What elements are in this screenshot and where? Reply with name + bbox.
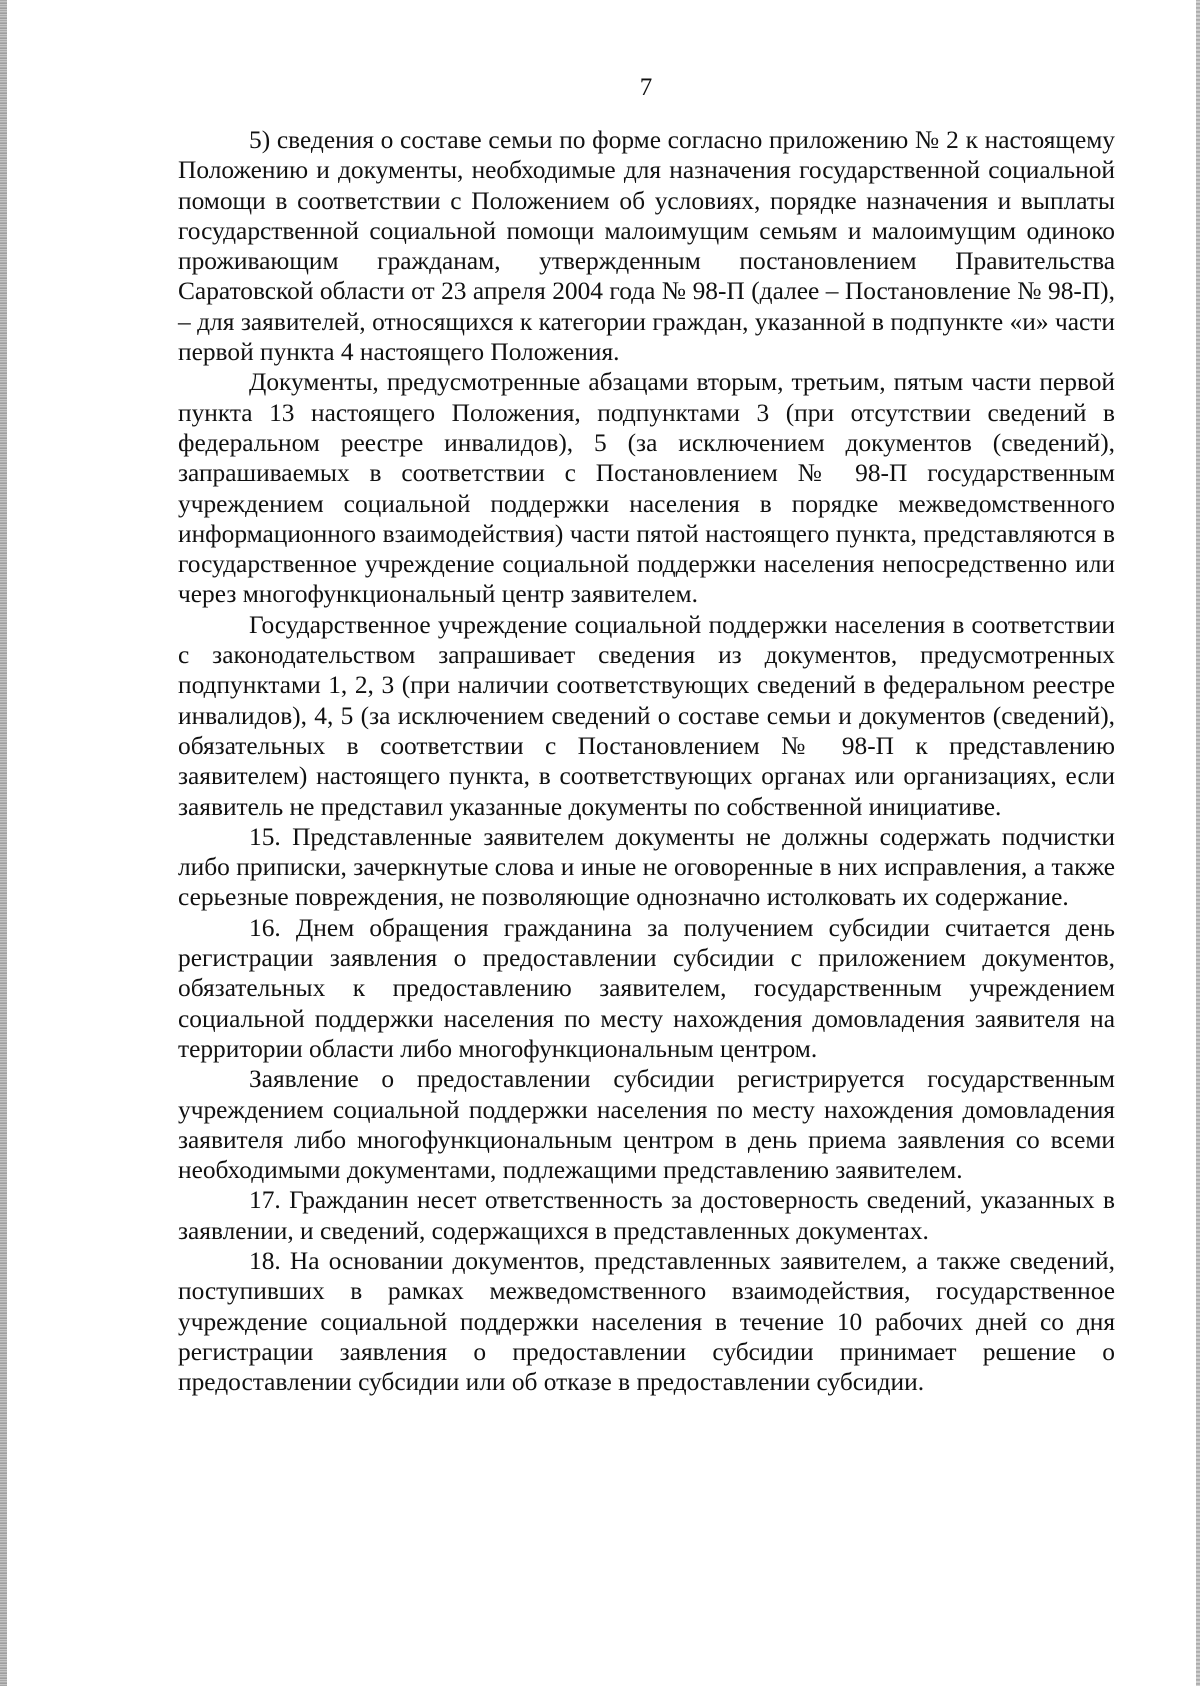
page-number: 7 xyxy=(639,74,653,101)
paragraph-item-18: 18. На основании документов, представленных заявителем, а также сведений, поступивших в рамках межведомственного взаимодействия, государственное учреждение социальной поддержки населения в течение 10 рабочих дней со дня регистрации заявления о предоставлении субсидии принимает решение о предоставлении субсидии или об отказе в предоставлении субсидии. xyxy=(178,1246,1115,1397)
paragraph-family-composition: 5) сведения о составе семьи по форме согласно приложению № 2 к настоящему Положению и документы, необходимые для назначения государственной социальной помощи в соответствии с Положением об условиях, порядке назначения и выплаты государственной социальной помощи малоимущим семьям и малоимущим одиноко проживающим гражданам, утвержденным постановлением Правительства Саратовской области от 23 апреля 2004 года № 98-П (далее – Постановление № 98-П), – для заявителей, относящихся к категории граждан, указанной в подпункте «и» части первой пункта 4 настоящего Положения. xyxy=(178,126,1115,367)
paragraph-registration: Заявление о предоставлении субсидии регистрируется государственным учреждением социальной поддержки населения по месту нахождения домовладения заявителя либо многофункциональным центром в день приема заявления со всеми необходимыми документами, подлежащими представлению заявителем. xyxy=(178,1065,1115,1185)
scan-edge-right xyxy=(1196,0,1200,1686)
scan-edge-left xyxy=(0,0,7,1686)
paragraph-documents-submission: Документы, предусмотренные абзацами вторым, третьим, пятым части первой пункта 13 настоящего Положения, подпунктами 3 (при отсутствии сведений в федеральном реестре инвалидов), 5 (за исключением документов (сведений), запрашиваемых в соответствии с Постановлением № 98-П государственным учреждением социальной поддержки населения в порядке межведомственного информационного взаимодействия) части пятой настоящего пункта, представляются в государственное учреждение социальной поддержки населения непосредственно или через многофункциональный центр заявителем. xyxy=(178,368,1115,609)
paragraph-item-17: 17. Гражданин несет ответственность за достоверность сведений, указанных в заявлении, и сведений, содержащихся в представленных документах. xyxy=(178,1186,1115,1245)
document-body xyxy=(178,125,1115,1397)
paragraph-item-15: 15. Представленные заявителем документы не должны содержать подчистки либо приписки, зачеркнутые слова и иные не оговоренные в них исправления, а также серьезные повреждения, не позволяющие однозначно истолковать их содержание. xyxy=(178,822,1115,912)
paragraph-item-16: 16. Днем обращения гражданина за получением субсидии считается день регистрации заявления о предоставлении субсидии с приложением документов, обязательных к предоставлению заявителем, государственным учреждением социальной поддержки населения по месту нахождения домовладения заявителя на территории области либо многофункциональным центром. xyxy=(178,913,1115,1063)
paragraph-agency-requests: Государственное учреждение социальной поддержки населения в соответствии с законодательством запрашивает сведения из документов, предусмотренных подпунктами 1, 2, 3 (при наличии соответствующих сведений в федеральном реестре инвалидов), 4, 5 (за исключением сведений о составе семьи и документов (сведений), обязательных в соответствии с Постановлением № 98-П к представлению заявителем) настоящего пункта, в соответствующих органах или организациях, если заявитель не представил указанные документы по собственной инициативе. xyxy=(178,610,1115,821)
